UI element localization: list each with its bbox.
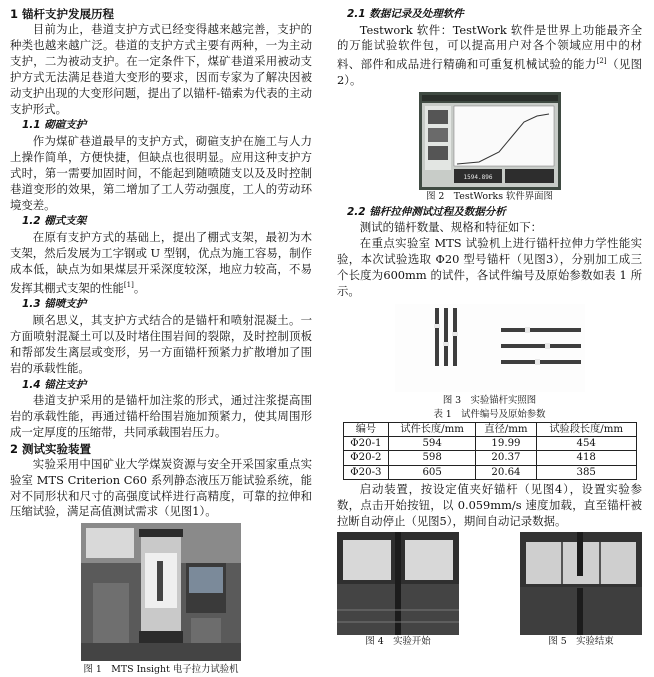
heading-text: 2.2 锚杆拉伸测试过程及数据分析 xyxy=(347,205,506,218)
sw-readout: 1594.896 xyxy=(463,173,492,181)
anchor-rods-image xyxy=(395,304,585,392)
paragraph-2: 实验采用中国矿业大学煤炭资源与安全开采国家重点实验室 MTS Criterion C60 系列静态液压万能试验系统，能对不同形状和尺寸的高强度试样进行高精度，可靠的拉伸和压缩试验，满足高值测试需求（见图1）。 xyxy=(10,456,312,519)
table-cell: 454 xyxy=(536,437,636,451)
table-cell: 385 xyxy=(536,465,636,479)
testworks-ui-image xyxy=(419,92,561,190)
citation-2: [2] xyxy=(596,57,607,66)
table-cell: Φ20-2 xyxy=(343,451,389,465)
figure-1-photo xyxy=(81,523,241,661)
table-cell: Φ20-3 xyxy=(343,465,389,479)
figure-3-photo xyxy=(395,304,585,392)
experiment-start-image xyxy=(337,532,459,635)
heading-text: 2.1 数据记录及处理软件 xyxy=(347,8,464,20)
table-cell: 19.99 xyxy=(476,437,537,451)
table-cell: 598 xyxy=(389,451,476,465)
subsection-heading-2-1 xyxy=(347,6,642,23)
figure-5-photo xyxy=(520,532,642,635)
right-column xyxy=(337,6,642,649)
figure-1-caption: 图 1 MTS Insight 电子拉力试验机 xyxy=(83,664,239,676)
table-row xyxy=(343,451,636,465)
table-row xyxy=(343,465,636,479)
table-cell: 605 xyxy=(389,465,476,479)
left-column xyxy=(10,6,312,677)
table-header: 试件长度/mm xyxy=(389,422,476,436)
citation-1: [1] xyxy=(123,280,134,289)
paragraph-1-4: 巷道支护采用的是锚杆加注浆的形式，通过注浆提高围岩的承载性能，再通过锚杆给围岩施加预紧力，使其周围形成一定厚度的压缩带，共同承载围岩压力。 xyxy=(10,393,312,439)
table-1 xyxy=(343,422,637,480)
figure-5-caption: 图 5 实验结束 xyxy=(548,636,614,648)
section-heading-1: 1 锚杆支护发展历程 xyxy=(10,7,115,21)
heading-text: 1.4 锚注支护 xyxy=(22,378,87,391)
heading-text: 1.3 锚喷支护 xyxy=(22,298,87,311)
paragraph-2-2a: 测试的锚杆数量、规格和特征如下： xyxy=(359,220,543,235)
subsection-heading-1-1 xyxy=(22,117,312,134)
subsection-heading-2-2 xyxy=(347,204,642,221)
paragraph-1-2 xyxy=(10,230,312,296)
paragraph-2-1 xyxy=(337,23,642,89)
experiment-end-image xyxy=(520,532,642,635)
table-cell: 20.64 xyxy=(476,465,537,479)
figure-2-caption: 图 2 TestWorks 软件界面图 xyxy=(426,190,553,202)
figure-4 xyxy=(337,532,459,649)
table-header: 直径/mm xyxy=(476,422,537,436)
figure-4-photo xyxy=(337,532,459,635)
figure-3-caption: 图 3 实验锚杆实照图 xyxy=(442,394,537,406)
table-row xyxy=(343,437,636,451)
subsection-heading-1-2 xyxy=(22,213,312,230)
figure-4-caption: 图 4 实验开始 xyxy=(365,636,431,648)
figure-5 xyxy=(520,532,642,649)
subsection-heading-1-4 xyxy=(22,377,312,394)
intro-paragraph: 目前为止，巷道支护方式已经变得越来越完善，支护的种类也越来越广泛。巷道的支护方式主要有两种，一为主动支护，二为被动支护。在一定条件下，煤矿巷道采用被动支护方式无法满足巷道大变形的要求，因而专家为了解决因被动支护出现的大变形问题，提出了以锚杆-锚索为代表的主动支护形式。 xyxy=(10,22,312,116)
table-header-row xyxy=(343,422,636,436)
paragraph-2-3: 启动装置，按设定值夹好锚杆（见图4），设置实验参数，点击开始按钮，以 0.059mm/s 速度加载，直至锚杆被拉断自动停止（见图5），期间自动记录数据。 xyxy=(337,481,642,528)
heading-text: 1.1 砌碹支护 xyxy=(22,119,87,132)
figure-2-screenshot xyxy=(419,92,561,190)
paragraph-1-1: 作为煤矿巷道最早的支护方式，砌碹支护在施工与人力上操作简单，方便快捷，但缺点也很明显。应用这种支护方式时，第一需要加固时间，不能起到随喷随支以及及时控制巷道变形的效果，第二增加了工人劳动强度，工人的劳动环境变差。 xyxy=(10,133,312,212)
subsection-heading-1-3 xyxy=(22,296,312,313)
table-cell: Φ20-1 xyxy=(343,437,389,451)
mts-machine-image xyxy=(81,523,241,661)
paragraph-1-3: 顾名思义，其支护方式结合的是锚杆和喷射混凝土。一方面喷射混凝土可以及时堵住围岩间的裂隙，及时控制顶板和帮部发生离层或变形，另一方面锚杆预紧力扩散增加了围岩的承载性能。 xyxy=(10,312,312,375)
paragraph-text: Testwork 软件：TestWork 软件是世界上功能最齐全的万能试验软件包，可以提高用户对各个领域应用中的材料、部件和成品进行精确和可重复机械试验的能力 xyxy=(337,22,642,72)
heading-text: 1.2 棚式支架 xyxy=(22,215,87,228)
paragraph-end: 。 xyxy=(133,280,146,295)
section-heading-2: 2 测试实验装置 xyxy=(10,441,92,456)
table-1-caption: 表 1 试件编号及原始参数 xyxy=(433,408,546,420)
table-header: 编号 xyxy=(343,422,389,436)
paragraph-end: （见图2）。 xyxy=(337,57,642,88)
table-cell: 418 xyxy=(536,451,636,465)
table-header: 试验段长度/mm xyxy=(536,422,636,436)
paragraph-2-2b: 在重点实验室 MTS 试验机上进行锚杆拉伸力学性能实验，本次试验选取 Φ20 型号锚杆（见图3），分别加工成三个长度为600mm 的试件，各试件编号及原始参数如表 1 所示。 xyxy=(337,236,642,299)
table-cell: 594 xyxy=(389,437,476,451)
table-cell: 20.37 xyxy=(476,451,537,465)
paragraph-text: 在原有支护方式的基础上，提出了棚式支架，最初为木支架，然后发展为工字钢或 U 型钢，优点为施工容易，制作成本低，缺点为如果煤层开采深度较深，地应力较高，不易发挥其棚式支架的性能 xyxy=(10,229,312,295)
figures-4-5 xyxy=(337,532,642,649)
